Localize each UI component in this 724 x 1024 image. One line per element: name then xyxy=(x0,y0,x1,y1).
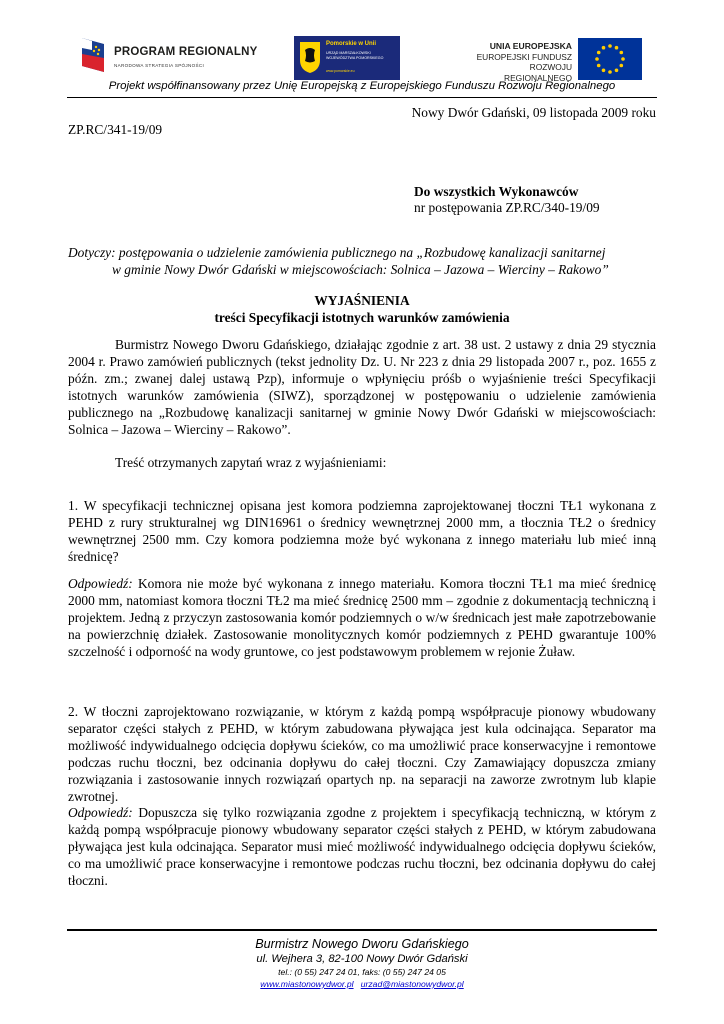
addressee-line2: nr postępowania ZP.RC/340-19/09 xyxy=(414,200,600,215)
document-heading: WYJAŚNIENIA xyxy=(314,293,410,308)
footer-links xyxy=(0,979,724,989)
intro-paragraph-2: Treść otrzymanych zapytań wraz z wyjaśnieniami: xyxy=(115,455,387,470)
pomorskie-title: Pomorskie w Unii xyxy=(326,41,377,47)
eu-flag-icon xyxy=(578,38,642,80)
answer-1-label: Odpowiedź: xyxy=(68,576,133,591)
footer-address: ul. Wejhera 3, 82-100 Nowy Dwór Gdański xyxy=(256,953,468,965)
program-regionalny-subtitle: NARODOWA STRATEGIA SPÓJNOŚCI xyxy=(114,63,205,68)
program-regionalny-logo xyxy=(78,34,258,78)
subject-line2: w gminie Nowy Dwór Gdański w miejscowościach: Solnica – Jazowa – Wierciny – Rakowo” xyxy=(112,262,609,277)
subject-block xyxy=(68,244,658,278)
footer-title: Burmistrz Nowego Dworu Gdańskiego xyxy=(255,937,469,951)
pomorskie-line1: URZĄD MARSZAŁKOWSKI xyxy=(326,51,371,55)
program-regionalny-flag-icon xyxy=(78,36,108,76)
letter-date: Nowy Dwór Gdański, 09 listopada 2009 roku xyxy=(411,105,656,120)
answer-1-text: Komora nie może być wykonana z innego materiału. Komora tłoczni TŁ1 ma mieć średnicę 2000 mm, natomiast komora tłoczni TŁ2 ma mieć średnicę 2500 mm – zgodnie z dokumentacją techniczną i projektem. Jedną z przyczyn zastosowania komór podziemnych o w/w średnicach jest małe zapotrzebowanie na powierzchnię działek. Zastosowanie monolitycznych komór podziemnych z PEHD gwarantuje 100% szczelność i odporność na wody gruntowe, co jest podstawowym problemem w rejonie Żuław. xyxy=(68,576,656,660)
question-2: 2. W tłoczni zaprojektowano rozwiązanie, w którym z każdą pompą współpracuje pionowy wbudowany separator części stałych z PEHD, w którym zabudowana pływająca jest kula odcinająca. Separator ma możliwość indywidualnego odcięcia dopływu ścieków, co ma umożliwić prace konserwacyjne i remontowe podczas ruchu tłoczni, bez odcinania dopływu do całej tłoczni. Czy Zamawiający dopuszcza zmiany rozwiązania i zastosowanie innych rozwiązań opartych np. na separacji na zaworze zwrotnym lub klapie zwrotnej. xyxy=(68,704,656,805)
pomorskie-logo xyxy=(294,36,400,80)
pomorskie-line2: WOJEWÓDZTWA POMORSKIEGO xyxy=(326,55,384,60)
pomorskie-url: www.pomorskie.eu xyxy=(326,69,355,73)
addressee-line1: Do wszystkich Wykonawców xyxy=(414,184,579,199)
pomorskie-office xyxy=(326,51,383,60)
eu-line3: ROZWOJU REGIONALNEGO xyxy=(504,62,572,83)
answer-2-text: Dopuszcza się tylko rozwiązania zgodne z projektem i specyfikacją techniczną, w którym z każdą pompą współpracuje pionowy wbudowany separator części stałych z PEHD, w którym zabudowana pływająca jest kula odcinająca. Separator musi mieć możliwość indywidualnego odcięcia dopływu ścieków, co ma umożliwić prace konserwacyjne i remontowe podczas ruchu tłoczni, bez odcinania dopływu do całej tłoczni. xyxy=(68,805,656,889)
letter-reference: ZP.RC/341-19/09 xyxy=(68,122,163,137)
eu-line1: UNIA EUROPEJSKA xyxy=(489,41,572,51)
answer-2 xyxy=(68,804,656,889)
program-regionalny-title: PROGRAM REGIONALNY xyxy=(114,46,258,58)
website-link[interactable]: www.miastonowydwor.pl xyxy=(260,979,354,989)
answer-2-label: Odpowiedź: xyxy=(68,805,133,820)
footer-divider xyxy=(67,929,657,931)
project-cofinancing-note: Projekt współfinansowany przez Unię Europejską z Europejskiego Funduszu Rozwoju Regionalnego xyxy=(108,80,616,92)
email-link[interactable]: urzad@miastonowydwor.pl xyxy=(360,979,464,989)
eu-line2: EUROPEJSKI FUNDUSZ xyxy=(476,51,572,62)
header-divider xyxy=(67,97,657,98)
document-subheading: treści Specyfikacji istotnych warunków zamówienia xyxy=(214,310,510,325)
addressee-block xyxy=(414,184,600,216)
question-1: 1. W specyfikacji technicznej opisana jest komora podziemna zaprojektowanej tłoczni TŁ1 wykonana z PEHD z rury strukturalnej wg DIN16961 o średnicy wewnętrznej 2000 mm, a tłocznia TŁ2 o średnicy wewnętrznej 2500 mm. Czy komora podziemna może być wykonana z innego materiału lub mieć inną średnicę? xyxy=(68,498,656,565)
subject-line1: Dotyczy: postępowania o udzielenie zamówienia publicznego na „Rozbudowę kanalizacji sanitarnej xyxy=(68,245,606,260)
pomorskie-crest-icon xyxy=(298,40,322,74)
eu-logo xyxy=(460,38,670,82)
eu-logo-text xyxy=(460,41,572,83)
intro-paragraph: Burmistrz Nowego Dworu Gdańskiego, działając zgodnie z art. 38 ust. 2 ustawy z dnia 29 stycznia 2004 r. Prawo zamówień publicznych (tekst jednolity Dz. U. Nr 223 z dnia 29 listopada 2007 r., poz. 1655 z późn. zm.; zwanej dalej ustawą Pzp), informuje o wpłynięciu próśb o wyjaśnienie treści Specyfikacji istotnych warunków zamówienia (SIWZ), sporządzonej w postępowaniu o udzielenie zamówienia publicznego na „Rozbudowę kanalizacji sanitarnej w gminie Nowy Dwór Gdański w miejscowościach: Solnica – Jazowa – Wierciny – Rakowo”. xyxy=(68,337,656,438)
answer-1 xyxy=(68,575,656,660)
footer-phone: tel.: (0 55) 247 24 01, faks: (0 55) 247 24 05 xyxy=(278,967,446,977)
